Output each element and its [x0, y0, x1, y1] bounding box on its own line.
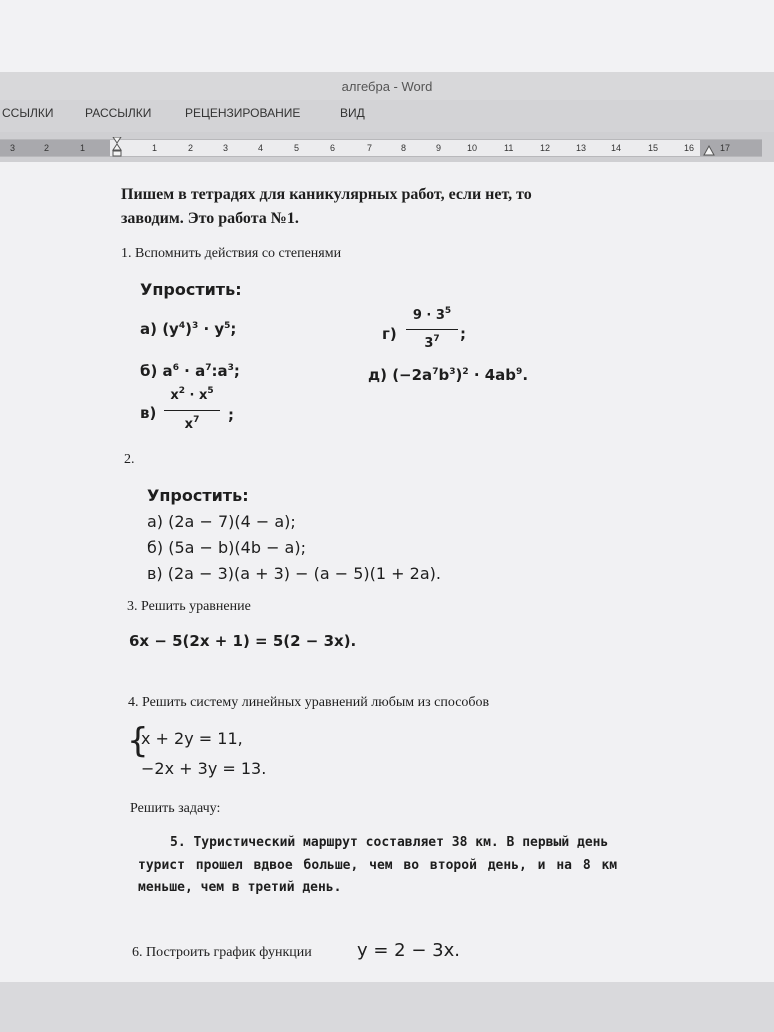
tab-review[interactable]: РЕЦЕНЗИРОВАНИЕ — [185, 106, 301, 120]
task6-title: 6. Построить график функции — [132, 945, 312, 960]
ruler-tick: 4 — [258, 143, 264, 153]
ruler-tick: 16 — [684, 143, 695, 153]
task3-equation: 6x − 5(2x + 1) = 5(2 − 3x). — [129, 632, 357, 650]
task1-v-numerator: $x^2 \cdot x^5$ — [170, 386, 214, 403]
semicolon: ; — [228, 406, 234, 424]
ruler-tick: 17 — [720, 143, 731, 153]
task2-c: в) (2a − 3)(a + 3) − (a − 5)(1 + 2a). — [147, 564, 441, 583]
task2-prompt: Упростить: — [147, 486, 249, 505]
task6-formula: y = 2 − 3x. — [357, 940, 460, 961]
ruler-tick: 12 — [540, 143, 551, 153]
fraction-bar — [164, 410, 220, 411]
task1-g-label: г) — [382, 325, 397, 343]
doc-heading-line-1: Пишем в тетрадях для каникулярных работ, если нет, то — [121, 186, 532, 203]
ruler-tick: 15 — [648, 143, 659, 153]
ruler-tick: 10 — [467, 143, 478, 153]
task2-number: 2. — [124, 452, 135, 467]
ruler-tick: 7 — [367, 143, 373, 153]
indent-marker-icon[interactable] — [112, 137, 122, 157]
task1-d: д) $(-2a^7b^3)^2 \cdot 4ab^9$. — [368, 366, 529, 384]
task1-b: б) $a^6$ · $a^7:a^3$; — [140, 362, 240, 380]
monitor-bezel-top — [0, 0, 774, 72]
task3-title: 3. Решить уравнение — [127, 599, 251, 614]
tab-view[interactable]: ВИД — [340, 106, 365, 120]
task1-g-denominator: $3^7$ — [424, 334, 440, 351]
task1-prompt: Упростить: — [140, 280, 242, 299]
ruler-tick: 8 — [401, 143, 407, 153]
task1-g-den-text: 3 — [424, 336, 434, 351]
ruler-tick: 1 — [152, 143, 158, 153]
task1-title: 1. Вспомнить действия со степенями — [121, 246, 342, 261]
task2-a: а) (2a − 7)(4 − a); — [147, 512, 296, 531]
task5-line-3: меньше, чем в третий день. — [138, 880, 342, 895]
task1-v-den-text: x — [184, 417, 194, 432]
monitor-bezel-bottom — [0, 982, 774, 1032]
semicolon: ; — [460, 325, 466, 343]
system-brace: { — [127, 721, 149, 761]
task5-line-1: 5. Туристический маршрут составляет 38 км. В первый день — [170, 835, 609, 850]
ruler-tick: 5 — [294, 143, 300, 153]
task4-eq1: x + 2y = 11, — [141, 729, 243, 748]
ruler-tick: 13 — [576, 143, 587, 153]
tab-mailings[interactable]: РАССЫЛКИ — [85, 106, 152, 120]
ruler-tick: 3 — [10, 143, 16, 153]
task1-v-denominator: $x^7$ — [184, 415, 200, 432]
task4-title: 4. Решить систему линейных уравнений любым из способов — [128, 695, 490, 710]
task1-b-text: б) a — [140, 362, 173, 380]
ruler-tick: 3 — [223, 143, 229, 153]
ruler-tick: 2 — [188, 143, 194, 153]
task1-a: а) $(y^4)^3 \cdot y^5$; — [140, 320, 237, 338]
ruler-tick: 9 — [436, 143, 442, 153]
task5-title: Решить задачу: — [130, 801, 221, 816]
fraction-bar — [406, 329, 458, 330]
task4-eq2: −2x + 3y = 13. — [141, 759, 267, 778]
task5-line-2: турист прошел вдвое больше, чем во второй день, и на 8 км — [138, 858, 618, 873]
ruler-tick: 11 — [504, 143, 514, 153]
task1-v-label: в) — [140, 404, 157, 422]
task1-d-text: д) (−2a — [368, 366, 433, 384]
ruler-tick: 1 — [80, 143, 86, 153]
task1-a-text: а) (y — [140, 320, 179, 338]
task1-g-numerator: $9 \cdot 3^5$ — [412, 306, 452, 323]
horizontal-ruler[interactable] — [0, 139, 762, 157]
window-title: алгебра - Word — [341, 79, 433, 94]
ruler-tick: 2 — [44, 143, 50, 153]
doc-heading-line-2: заводим. Это работа №1. — [121, 210, 299, 227]
tab-references[interactable]: ССЫЛКИ — [2, 106, 54, 120]
right-indent-marker-icon[interactable] — [703, 144, 715, 156]
task1-g-num-text: 9 · 3 — [412, 308, 445, 323]
task2-b: б) (5a − b)(4b − a); — [147, 538, 306, 557]
ruler-tick: 14 — [611, 143, 622, 153]
ruler-left-margin — [0, 140, 110, 156]
task1-v-num-text: x — [170, 388, 179, 403]
ruler-tick: 6 — [330, 143, 336, 153]
